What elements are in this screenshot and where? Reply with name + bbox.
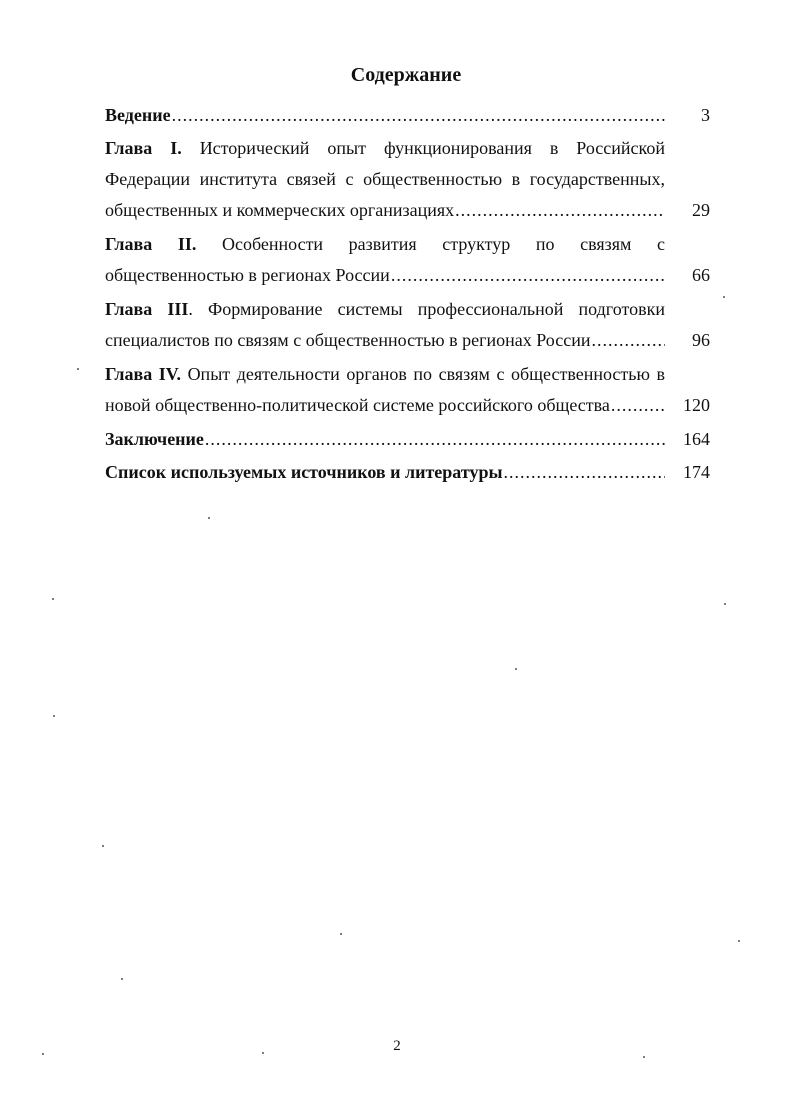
dot-leader — [205, 424, 665, 455]
toc-page-number: 96 — [692, 330, 710, 350]
dot-leader — [455, 195, 665, 226]
toc-text: Федерации института связей с общественностью в государственных, — [105, 169, 665, 189]
scan-speck — [121, 978, 123, 980]
toc-entry-chapter-2[interactable] — [105, 229, 710, 291]
toc-label: Глава I. — [105, 138, 182, 158]
toc-text: Исторический опыт функционирования в Российской — [199, 138, 666, 158]
toc-entry-introduction[interactable] — [105, 100, 710, 131]
toc-label: Ведение — [105, 105, 171, 125]
toc-label: Глава IV. — [105, 364, 181, 384]
toc-text: общественностью в регионах России — [105, 265, 390, 285]
toc-text: Особенности развития структур по связям с — [221, 234, 665, 254]
toc-label: Глава II. — [105, 234, 197, 254]
dot-leader — [172, 100, 665, 131]
scan-speck — [340, 933, 342, 935]
dot-leader — [592, 325, 666, 356]
toc-entry-chapter-3[interactable] — [105, 294, 710, 356]
toc-text: . Формирование системы профессиональной подготовки — [188, 299, 665, 319]
toc-page-number: 120 — [683, 395, 710, 415]
toc-text-line — [105, 229, 665, 260]
toc-text-line — [105, 390, 665, 421]
scan-speck — [77, 368, 79, 370]
toc-label: Заключение — [105, 429, 204, 449]
scan-speck — [53, 715, 55, 717]
scan-speck — [738, 940, 740, 942]
scan-speck — [262, 1052, 264, 1054]
toc-entry-references[interactable] — [105, 457, 710, 488]
toc-title: Содержание — [350, 64, 462, 86]
toc-label: Список используемых источников и литературы — [105, 462, 503, 482]
scan-speck — [723, 296, 725, 298]
toc-text: Опыт деятельности органов по связям с общественностью в — [187, 364, 665, 384]
toc-text-line — [105, 359, 665, 390]
toc-text-line — [105, 195, 665, 226]
toc-text: специалистов по связям с общественностью в регионах России — [105, 330, 591, 350]
toc-text-line — [105, 260, 665, 291]
scan-speck — [515, 668, 517, 670]
toc-text-line — [105, 294, 665, 325]
scan-speck — [643, 1056, 645, 1058]
dot-leader — [391, 260, 665, 291]
scan-speck — [208, 517, 210, 519]
toc-page-number: 3 — [701, 105, 710, 125]
scan-speck — [724, 603, 726, 605]
toc-entry-chapter-1[interactable] — [105, 133, 710, 226]
toc-text: новой общественно-политической системе российского общества — [105, 395, 610, 415]
scan-speck — [102, 845, 104, 847]
toc-page-number: 29 — [692, 200, 710, 220]
toc-label: Глава III — [105, 299, 189, 319]
toc-entry-conclusion[interactable] — [105, 424, 710, 455]
dot-leader — [611, 390, 665, 421]
table-of-contents — [105, 100, 710, 490]
toc-page-number: 164 — [683, 429, 710, 449]
toc-text-line — [105, 133, 665, 164]
toc-text-line — [105, 325, 665, 356]
toc-text-line — [105, 164, 665, 195]
toc-entry-chapter-4[interactable] — [105, 359, 710, 421]
toc-text: общественных и коммерческих организациях — [105, 200, 455, 220]
scan-speck — [52, 598, 54, 600]
scan-speck — [42, 1053, 44, 1055]
page-number-footer: 2 — [393, 1038, 401, 1054]
dot-leader — [504, 457, 665, 488]
toc-page-number: 66 — [692, 265, 710, 285]
toc-page-number: 174 — [683, 462, 710, 482]
